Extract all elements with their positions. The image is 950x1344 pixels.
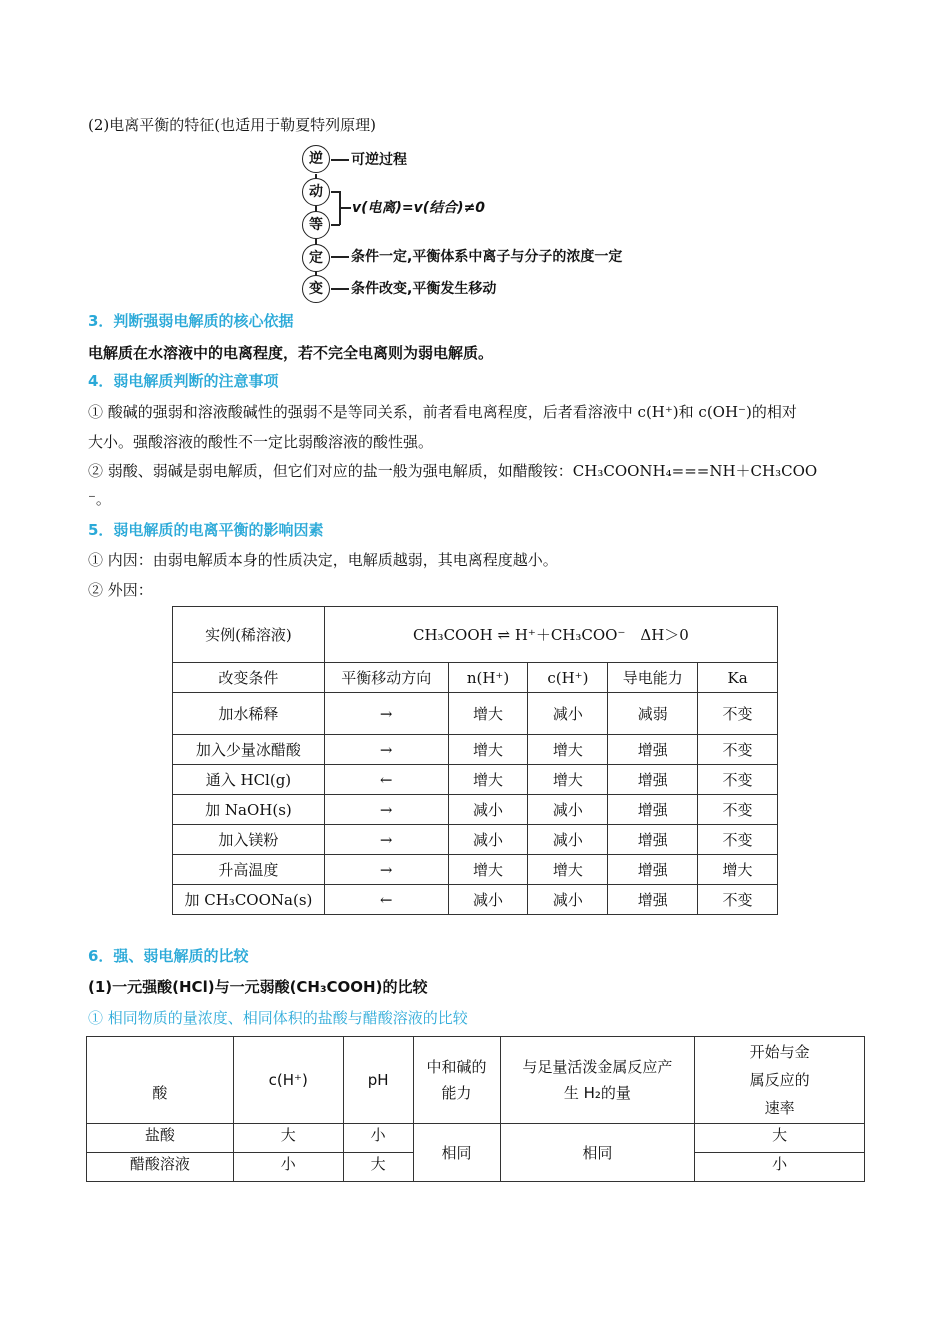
cell-nH: 增大 — [448, 765, 528, 795]
header-cH: c(H⁺) — [528, 663, 608, 693]
section-2-title: (2)电离平衡的特征(也适用于勒夏特列原理) — [88, 116, 376, 134]
feature-constant: 条件一定,平衡体系中离子与分子的浓度一定 — [351, 249, 623, 265]
section-5-internal: ① 内因：由弱电解质本身的性质决定，电解质越弱，其电离程度越小。 — [88, 551, 558, 569]
header-rate-line2: 属反应的 — [749, 1071, 810, 1089]
table-row — [173, 855, 778, 885]
table-row — [173, 765, 778, 795]
header-h2-amount — [500, 1037, 695, 1124]
cell-condition: 加入少量冰醋酸 — [173, 735, 325, 765]
cell-nH: 减小 — [448, 795, 528, 825]
table-row — [173, 795, 778, 825]
cell-cH: 减小 — [528, 825, 608, 855]
cell-conductivity: 减弱 — [608, 693, 698, 735]
cell-direction: → — [324, 693, 448, 735]
cell-direction: → — [324, 735, 448, 765]
example-label: 实例(稀溶液) — [173, 607, 325, 663]
cell-direction: → — [324, 825, 448, 855]
cell-direction: ← — [324, 885, 448, 915]
header-h2-line1: 与足量活泼金属反应产 — [522, 1058, 673, 1076]
section-4-item2-line2: ⁻。 — [88, 490, 111, 508]
section-4-item1-line1: ① 酸碱的强弱和溶液酸碱性的强弱不是等同关系，前者看电离程度，后者看溶液中 c(H⁺)和 c(OH⁻)的相对 — [88, 403, 797, 421]
same-h2: 相同 — [500, 1124, 695, 1182]
ionization-factors-table — [172, 606, 778, 915]
acid-comparison-table — [86, 1036, 865, 1182]
cell-conductivity: 增强 — [608, 885, 698, 915]
circle-deng: 等 — [302, 211, 330, 239]
header-acid: 酸 — [87, 1037, 234, 1124]
cell-nH: 减小 — [448, 885, 528, 915]
cell-condition: 加 CH₃COONa(s) — [173, 885, 325, 915]
cell-cH: 减小 — [528, 885, 608, 915]
header-h2-line2: 生 H₂的量 — [563, 1084, 631, 1102]
header-neutralize-line2: 能力 — [441, 1084, 472, 1102]
cell-ka: 不变 — [698, 795, 778, 825]
section-6-heading: 6．强、弱电解质的比较 — [88, 947, 249, 965]
circle-dong: 动 — [302, 178, 330, 206]
table-row — [173, 825, 778, 855]
section-3-body: 电解质在水溶液中的电离程度，若不完全电离则为弱电解质。 — [88, 344, 494, 362]
cell-direction: → — [324, 855, 448, 885]
cell-nH: 减小 — [448, 825, 528, 855]
section-4-item1-line2: 大小。强酸溶液的酸性不一定比弱酸溶液的酸性强。 — [88, 433, 434, 451]
cell-ka: 不变 — [698, 693, 778, 735]
cell-ka: 不变 — [698, 885, 778, 915]
row-hcl-name: 盐酸 — [87, 1124, 234, 1153]
row-acetic-cH: 小 — [233, 1153, 343, 1182]
cell-conductivity: 增强 — [608, 765, 698, 795]
cell-nH: 增大 — [448, 735, 528, 765]
header-ka: Ka — [698, 663, 778, 693]
section-5-external: ② 外因： — [88, 581, 153, 599]
circle-bian: 变 — [302, 275, 330, 303]
cell-ka: 不变 — [698, 735, 778, 765]
header-conductivity: 导电能力 — [608, 663, 698, 693]
cell-direction: → — [324, 795, 448, 825]
section-5-heading: 5．弱电解质的电离平衡的影响因素 — [88, 521, 324, 539]
cell-condition: 加水稀释 — [173, 693, 325, 735]
circle-ding: 定 — [302, 244, 330, 272]
section-4-heading: 4．弱电解质判断的注意事项 — [88, 372, 279, 390]
cell-nH: 增大 — [448, 693, 528, 735]
cell-condition: 通入 HCl(g) — [173, 765, 325, 795]
cell-conductivity: 增强 — [608, 825, 698, 855]
table1-header-row — [173, 663, 778, 693]
cell-condition: 加入镁粉 — [173, 825, 325, 855]
circle-ni: 逆 — [302, 145, 330, 173]
section-6-sub1: (1)一元强酸(HCl)与一元弱酸(CH₃COOH)的比较 — [88, 978, 428, 996]
table-row — [173, 885, 778, 915]
cell-cH: 增大 — [528, 735, 608, 765]
row-acetic-rate: 小 — [695, 1153, 865, 1182]
cell-cH: 减小 — [528, 795, 608, 825]
feature-rate-equal: v(电离)=v(结合)≠0 — [352, 200, 486, 216]
header-rate-line1: 开始与金 — [749, 1043, 810, 1061]
cell-conductivity: 增强 — [608, 735, 698, 765]
row-acetic-pH: 大 — [343, 1153, 413, 1182]
table-row — [173, 735, 778, 765]
table-row — [173, 693, 778, 735]
header-condition: 改变条件 — [173, 663, 325, 693]
cell-ka: 不变 — [698, 825, 778, 855]
cell-condition: 加 NaOH(s) — [173, 795, 325, 825]
cell-ka: 不变 — [698, 765, 778, 795]
table-row — [87, 1124, 865, 1153]
header-cH: c(H⁺) — [233, 1037, 343, 1124]
same-neutralize: 相同 — [413, 1124, 500, 1182]
header-rate-line3: 速率 — [764, 1099, 795, 1117]
row-hcl-cH: 大 — [233, 1124, 343, 1153]
header-nH: n(H⁺) — [448, 663, 528, 693]
row-hcl-rate: 大 — [695, 1124, 865, 1153]
row-hcl-pH: 小 — [343, 1124, 413, 1153]
feature-change: 条件改变,平衡发生移动 — [351, 281, 497, 297]
cell-conductivity: 增强 — [608, 855, 698, 885]
cell-nH: 增大 — [448, 855, 528, 885]
header-neutralize — [413, 1037, 500, 1124]
section-4-item2-line1: ② 弱酸、弱碱是弱电解质，但它们对应的盐一般为强电解质，如醋酸铵：CH₃COONH₄===NH＋CH₃COO — [88, 462, 818, 480]
header-pH: pH — [343, 1037, 413, 1124]
ionization-equation: CH₃COOH ⇌ H⁺＋CH₃COO⁻ ΔH＞0 — [324, 607, 777, 663]
cell-cH: 减小 — [528, 693, 608, 735]
cell-condition: 升高温度 — [173, 855, 325, 885]
section-6-sub1-item: ① 相同物质的量浓度、相同体积的盐酸与醋酸溶液的比较 — [88, 1009, 468, 1027]
cell-conductivity: 增强 — [608, 795, 698, 825]
header-neutralize-line1: 中和碱的 — [426, 1058, 487, 1076]
header-initial-rate — [695, 1037, 865, 1124]
row-acetic-name: 醋酸溶液 — [87, 1153, 234, 1182]
cell-cH: 增大 — [528, 765, 608, 795]
cell-cH: 增大 — [528, 855, 608, 885]
feature-reversible: 可逆过程 — [351, 152, 407, 168]
section-3-heading: 3．判断强弱电解质的核心依据 — [88, 312, 294, 330]
header-direction: 平衡移动方向 — [324, 663, 448, 693]
cell-ka: 增大 — [698, 855, 778, 885]
cell-direction: ← — [324, 765, 448, 795]
